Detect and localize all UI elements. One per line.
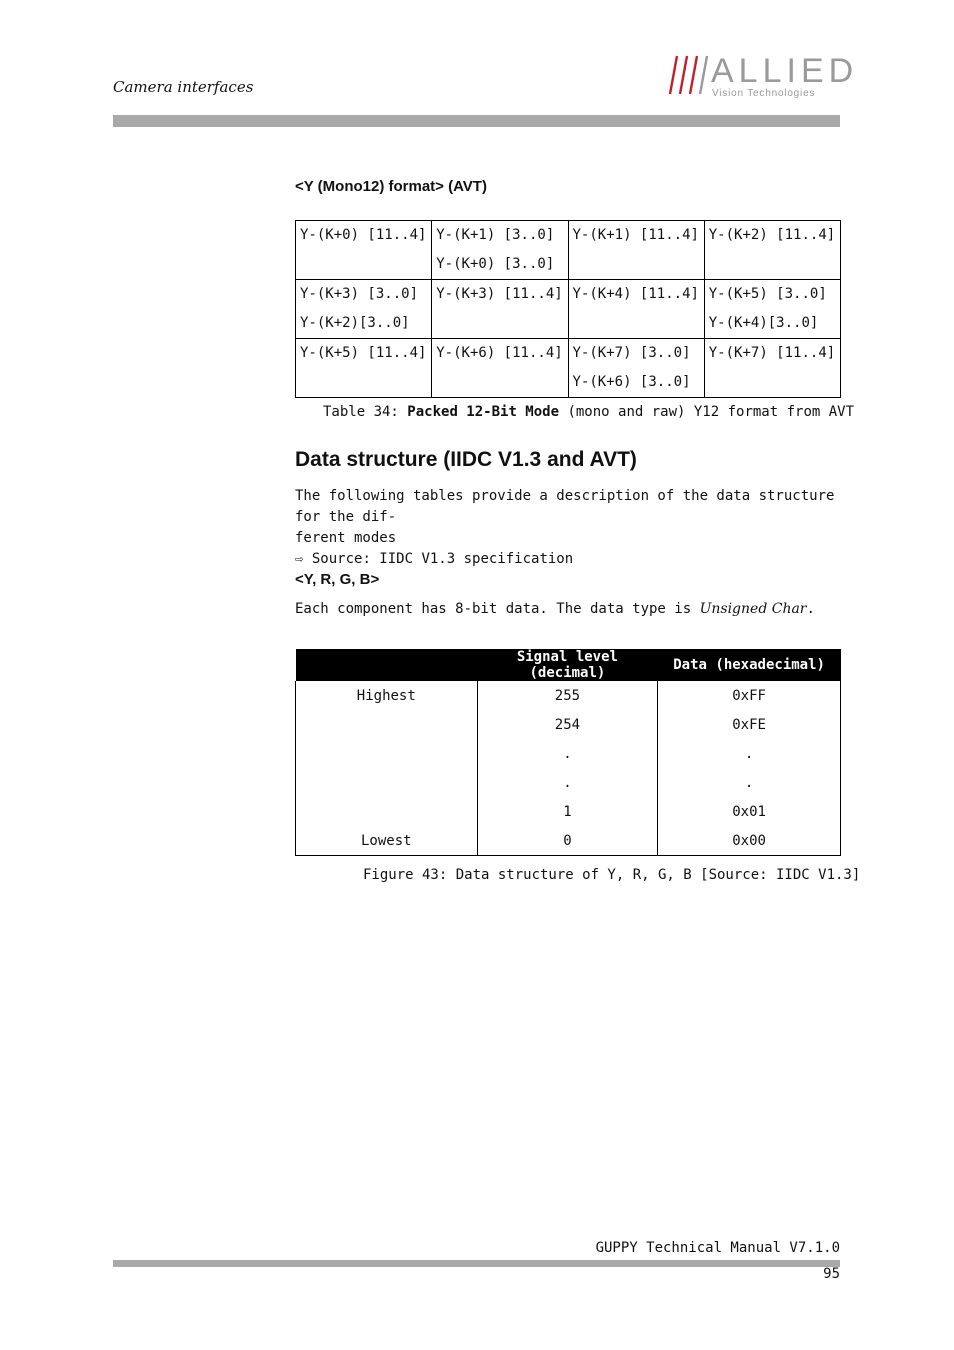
page-number: 95 [823,1266,840,1282]
column-header: Signal level (decimal) [477,649,658,681]
table-cell [704,280,840,339]
cell-line: Y-(K+5) [3..0] [708,286,827,302]
cell-line: Y-(K+6) [3..0] [572,374,691,390]
column-header [296,649,478,681]
table-cell: . [477,768,658,797]
cell-line: Y-(K+3) [11..4] [436,286,563,302]
table-cell: 0x01 [658,797,841,826]
table-row [296,221,841,280]
table-cell [568,221,704,280]
table-row [296,797,841,826]
table-cell: . [658,768,841,797]
section-title: Data structure (IIDC V1.3 and AVT) [295,448,637,471]
table-cell [704,221,840,280]
table-header-row [296,649,841,681]
allied-logo [668,52,859,100]
table-row [296,280,841,339]
table-cell [296,280,432,339]
table-cell [296,797,478,826]
table-row [296,681,841,710]
table-cell [568,339,704,398]
table-row [296,768,841,797]
yrgb-heading: <Y, R, G, B> [295,571,380,588]
table-cell [296,739,478,768]
cell-line: Y-(K+4) [11..4] [572,286,699,302]
table-cell [704,339,840,398]
logo-subtitle: Vision Technologies [712,88,816,99]
table-cell: 1 [477,797,658,826]
table-cell: 0xFE [658,710,841,739]
header-rule [113,115,840,127]
column-header: Data (hexadecimal) [658,649,841,681]
running-header: Camera interfaces [113,78,254,96]
logo-slashes-icon [668,54,708,96]
table-cell [568,280,704,339]
table-cell: 254 [477,710,658,739]
mono12-heading: <Y (Mono12) format> (AVT) [295,178,487,195]
table-cell [296,221,432,280]
intro-paragraph: The following tables provide a description of the data structure for the dif- ferent modes ⇨ Source: IIDC V1.3 specification [295,486,843,570]
table-row [296,339,841,398]
yrgb-data-table [295,649,841,856]
table-cell: Highest [296,681,478,710]
cell-line: Y-(K+0) [11..4] [300,227,427,243]
footer-rule [113,1260,840,1267]
table-cell: Lowest [296,826,478,856]
table-cell [296,339,432,398]
source-reference: ⇨ Source: IIDC V1.3 specification [295,551,574,567]
arrow-right-icon: ⇨ [295,551,304,567]
cell-line: Y-(K+2) [11..4] [708,227,836,243]
cell-line: Y-(K+7) [11..4] [708,345,836,361]
table-cell: 255 [477,681,658,710]
packed-12bit-table [295,220,841,398]
table-cell [296,768,478,797]
table-cell: 0x00 [658,826,841,856]
cell-line: Y-(K+2)[3..0] [300,315,410,331]
cell-line: Y-(K+1) [11..4] [572,227,699,243]
table-cell [432,221,568,280]
table-cell [432,339,568,398]
table-cell [296,710,478,739]
manual-title: GUPPY Technical Manual V7.1.0 [595,1240,840,1256]
table-cell [432,280,568,339]
cell-line: Y-(K+4)[3..0] [708,315,819,331]
cell-line: Y-(K+7) [3..0] [572,345,691,361]
cell-line: Y-(K+5) [11..4] [300,345,427,361]
table-row [296,739,841,768]
cell-line: Y-(K+1) [3..0] [436,227,555,243]
table-row [296,710,841,739]
figure-43-caption: Figure 43: Data structure of Y, R, G, B [Source: IIDC V1.3] [363,867,861,883]
yrgb-description: Each component has 8-bit data. The data type is Unsigned Char. [295,601,815,617]
table-34-caption: Table 34: Packed 12-Bit Mode (mono and raw) Y12 format from AVT [323,404,855,420]
table-cell: . [477,739,658,768]
cell-line: Y-(K+0) [3..0] [436,256,555,272]
table-cell: 0xFF [658,681,841,710]
table-cell: . [658,739,841,768]
logo-word: ALLIED [711,52,859,90]
table-cell: 0 [477,826,658,856]
cell-line: Y-(K+3) [3..0] [300,286,419,302]
cell-line: Y-(K+6) [11..4] [436,345,563,361]
table-row [296,826,841,856]
